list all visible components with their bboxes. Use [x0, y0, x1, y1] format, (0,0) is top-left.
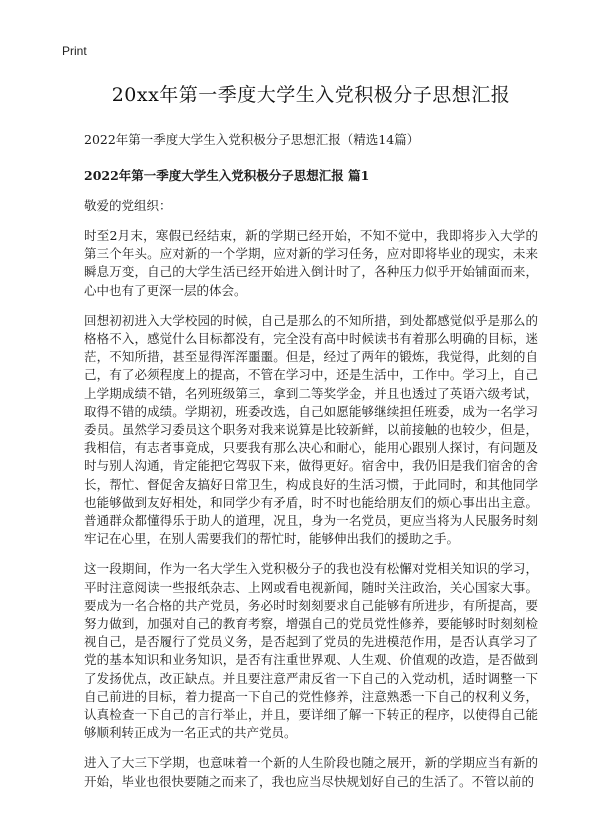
paragraph: 时至2月末，寒假已经结束，新的学期已经开始，不知不觉中，我即将步入大学的第三个年头。应对新的一个学期，应对新的学习任务，应对即将毕业的现实，未来瞬息万变，自己的大学生活已经开始进入倒计时了，各种压力似乎开始铺面而来，心中也有了更深一层的体会。 — [84, 228, 538, 298]
paragraph: 回想初初进入大学校园的时候，自己是那么的不知所措，到处都感觉似乎是那么的格格不入，感觉什么目标都没有，完全没有高中时候读书有着那么明确的目标，迷茫，不知所措，甚至显得浑浑噩噩。但是，经过了两年的锻炼，我觉得，此刻的自己，有了必须程度上的提高，不管在学习中，还是生活中，工作中。学习上，自己上学期成绩不错，名列班级第三，拿到二等奖学金，并且也透过了英语六级考试，取得不错的成绩。学期初，班委改选，自己如愿能够继续担任班委，成为一名学习委员。虽然学习委员这个职务对我来说算是比较新鲜，以前接触的也较少，但是，我相信，有志者事竟成，只要我有那么决心和耐心，能用心跟别人探讨，有问题及时与别人沟通，肯定能把它驾驭下来，做得更好。宿舍中，我仍旧是我们宿舍的舍长，帮忙、督促舍友搞好日常卫生，构成良好的生活习惯，于此同时，和其他同学也能够做到友好相处，和同学少有矛盾，时不时也能给朋友们的烦心事出出主意。普通群众都懂得乐于助人的道理，况且，身为一名党员，更应当将为人民服务时刻牢记在心里，在别人需要我们的帮忙时，能够伸出我们的援助之手。 — [84, 312, 538, 547]
document-title: 20xx年第一季度大学生入党积极分子思想汇报 — [111, 84, 511, 106]
paragraph: 进入了大三下学期，也意味着一个新的人生阶段也随之展开，新的学期应当有新的开始，毕业也很快要随之而来了，我也应当尽快规划好自己的生活了。不管以前的 — [84, 755, 538, 789]
section-heading: 2022年第一季度大学生入党积极分子思想汇报 篇1 — [84, 168, 370, 183]
paragraph: 这一段期间，作为一名大学生入党积极分子的我也没有松懈对党相关知识的学习，平时注意阅读一些报纸杂志、上网或看电视新闻，随时关注政治，关心国家大事。要成为一名合格的共产党员，务必时时刻刻要求自己能够有所进步，有所提高，要努力做到，加强对自己的教育考察，增强自己的党员党性修养，要能够时时刻刻检视自己，是否履行了党员义务，是否起到了党员的先进模范作用，是否认真学习了党的基本知识和业务知识，是否有注重世界观、人生观、价值观的改造，是否做到了发扬优点，改正缺点。并且要注意严肃反省一下自己的入党动机，适时调整一下自己前进的目标，着力提高一下自己的党性修养，注意熟悉一下自己的权利义务，认真检查一下自己的言行举止，并且，要详细了解一下转正的程序，以使得自己能够顺利转正成为一名正式的共产党员。 — [84, 561, 538, 741]
salutation: 敬爱的党组织： — [84, 198, 172, 213]
document-subtitle: 2022年第一季度大学生入党积极分子思想汇报（精选14篇） — [84, 132, 420, 147]
print-link[interactable]: Print — [62, 44, 87, 58]
